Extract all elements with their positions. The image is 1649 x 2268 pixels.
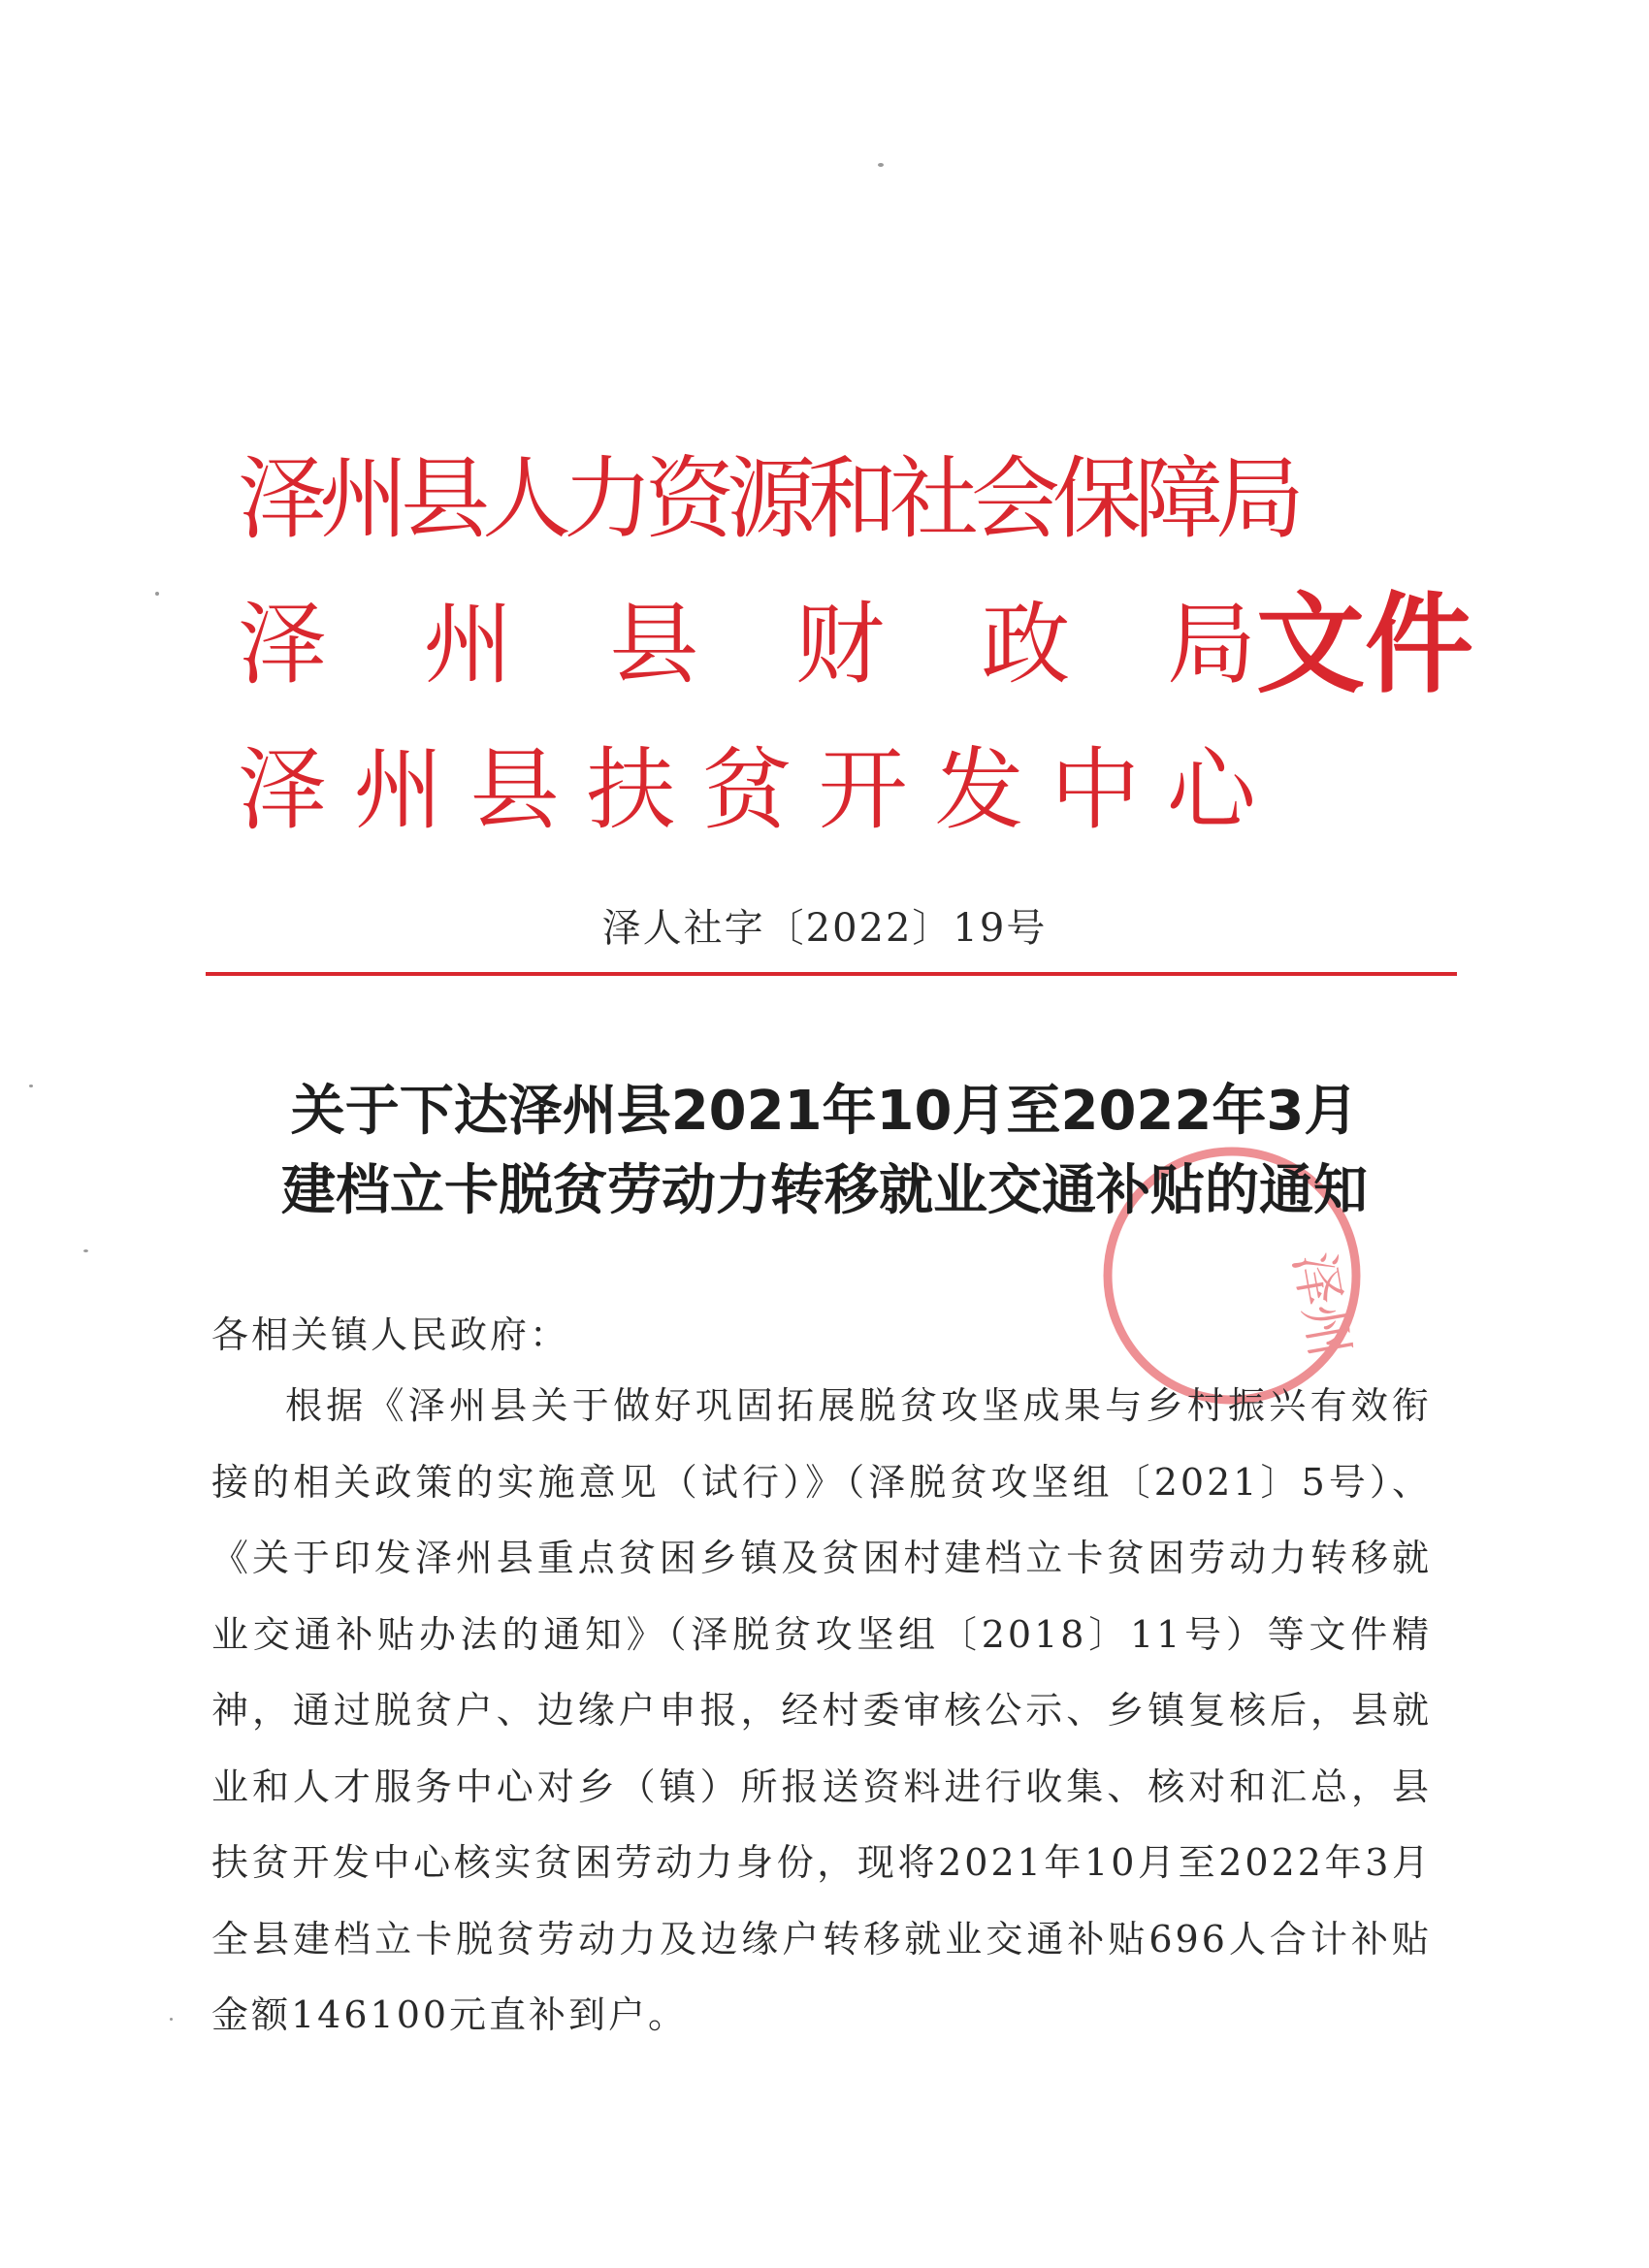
issuer-finance-bureau [238,572,1256,718]
issuer-char: 贫 [701,738,792,842]
issuer-char: 财 [794,593,885,697]
scan-speck [170,2018,173,2021]
issuer-char: 泽 [238,593,328,697]
issuer-char: 中 [1051,738,1141,842]
issuer-poverty-center [238,718,1256,863]
issuer-char: 州 [423,593,513,697]
scan-speck [83,1249,88,1252]
issuer-char: 开 [818,738,908,842]
document-number: 泽人社字〔2022〕19号 [601,906,1048,951]
issuer-name: 泽州县人力资源和社会保障局 [238,447,1298,551]
issuer-char: 局 [1166,593,1256,697]
body-paragraph: 根据《泽州县关于做好巩固拓展脱贫攻坚成果与乡村振兴有效衔接的相关政策的实施意见（试行）》（泽脱贫攻坚组〔2021〕5号）、《关于印发泽州县重点贫困乡镇及贫困村建档立卡贫困劳动力转移就业交通补贴办法的通知》（泽脱贫攻坚组〔2018〕11号）等文件精神，通过脱贫户、边缘户申报，经村委审核公示、乡镇复核后，县就业和人才服务中心对乡（镇）所报送资料进行收集、核对和汇总，县扶贫开发中心核实贫困劳动力身份，现将2021年10月至2022年3月全县建档立卡脱贫劳动力及边缘户转移就业交通补贴696人合计补贴金额146100元直补到户。 [211,1384,1432,2036]
salutation: 各相关镇人民政府： [211,1313,570,1356]
issuer-char: 扶 [586,738,676,842]
scan-speck [29,1085,33,1087]
header-divider [206,972,1457,976]
issuer-char: 县 [469,738,560,842]
scan-speck [878,163,884,167]
document-title [194,1072,1455,1231]
issuer-char: 县 [609,593,699,697]
seal-text: 泽州 [1282,1247,1361,1362]
title-line-1: 关于下达泽州县2021年10月至2022年3月 [290,1080,1359,1143]
issuer-char: 州 [353,738,443,842]
issuer-hrss-bureau [238,427,1298,572]
issuer-char: 政 [981,593,1071,697]
issuer-char: 心 [1166,738,1256,842]
title-line-2: 建档立卡脱贫劳动力转移就业交通补贴的通知 [281,1159,1368,1222]
doc-type-label: 文件 [1256,582,1473,708]
issuer-char: 泽 [238,738,328,842]
issuer-char: 发 [934,738,1024,842]
scan-speck [155,592,159,596]
issuer-stack [238,427,1298,863]
